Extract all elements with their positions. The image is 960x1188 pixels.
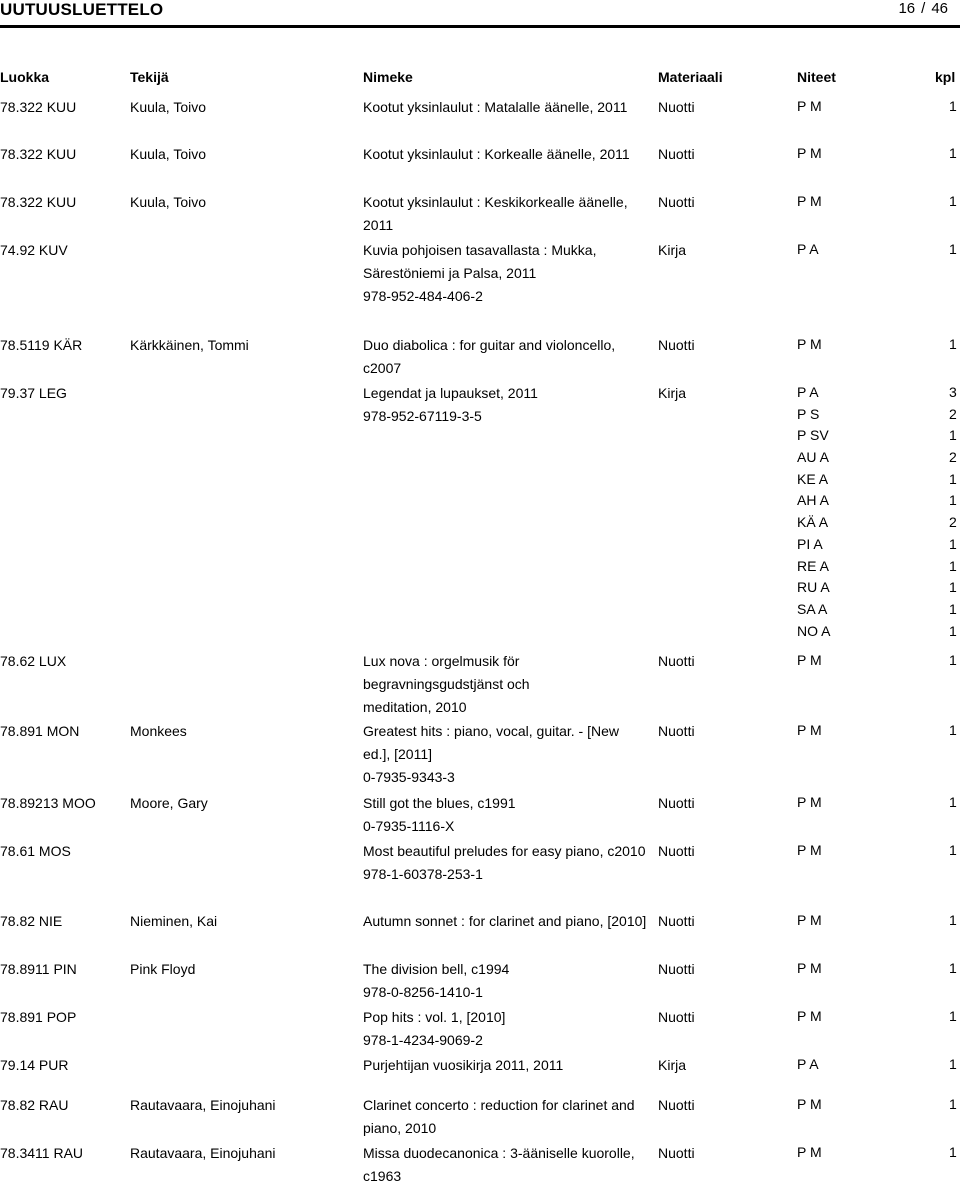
cell-nimeke <box>363 650 588 719</box>
isbn-text: 978-952-484-406-2 <box>363 288 483 304</box>
cell-luokka: 78.891 POP <box>0 1009 77 1025</box>
cell-niteet <box>797 382 907 642</box>
cell-materiaali: Nuotti <box>658 653 695 669</box>
kpl-value: 1 <box>949 960 957 976</box>
kpl-value: 1 <box>949 470 957 487</box>
cell-nimeke <box>363 382 651 428</box>
cell-tekija: Kärkkäinen, Tommi <box>130 337 249 353</box>
cell-materiaali: Nuotti <box>658 913 695 929</box>
column-materiaali: Materiaali <box>658 69 723 85</box>
column-niteet: Niteet <box>797 69 836 85</box>
cell-materiaali: Nuotti <box>658 337 695 353</box>
cell-niteet <box>797 792 907 814</box>
cell-tekija: Monkees <box>130 723 187 739</box>
cell-luokka: 78.891 MON <box>0 723 80 739</box>
cell-luokka: 78.8911 PIN <box>0 961 77 977</box>
cell-niteet <box>797 910 907 932</box>
cell-materiaali: Nuotti <box>658 1097 695 1113</box>
cell-materiaali: Nuotti <box>658 99 695 115</box>
cell-luokka: 78.5119 KÄR <box>0 337 83 353</box>
isbn-text: 978-1-4234-9069-2 <box>363 1032 483 1048</box>
cell-niteet <box>797 1006 907 1028</box>
cell-materiaali: Kirja <box>658 1057 687 1073</box>
kpl-value: 1 <box>949 557 957 574</box>
cell-tekija: Kuula, Toivo <box>130 99 207 115</box>
kpl-value: 1 <box>949 145 957 161</box>
title-text: Purjehtijan vuosikirja 2011, 2011 <box>363 1057 564 1073</box>
niteet-value: P S <box>797 405 820 422</box>
kpl-value: 1 <box>949 241 957 257</box>
cell-niteet <box>797 840 907 862</box>
cell-niteet <box>797 650 907 672</box>
cell-niteet <box>797 191 907 213</box>
cell-nimeke <box>363 191 651 237</box>
kpl-value: 1 <box>949 427 957 444</box>
cell-nimeke <box>363 143 651 166</box>
cell-tekija: Nieminen, Kai <box>130 913 218 929</box>
kpl-value: 1 <box>949 98 957 114</box>
cell-materiaali: Nuotti <box>658 1009 695 1025</box>
cell-kpl <box>949 1054 960 1076</box>
cell-nimeke <box>363 840 651 886</box>
cell-luokka: 78.322 KUU <box>0 99 77 115</box>
kpl-value: 1 <box>949 912 957 928</box>
cell-nimeke <box>363 1094 651 1140</box>
kpl-value: 1 <box>949 1056 957 1072</box>
cell-kpl <box>949 840 960 862</box>
cell-tekija: Moore, Gary <box>130 795 208 811</box>
cell-nimeke <box>363 792 651 838</box>
title-text: Kuvia pohjoisen tasavallasta : Mukka, Särestöniemi ja Palsa, 2011 <box>363 242 597 281</box>
title-text: Kootut yksinlaulut : Keskikorkealle äänelle, 2011 <box>363 194 628 233</box>
cell-nimeke <box>363 96 651 119</box>
cell-materiaali: Kirja <box>658 242 687 258</box>
niteet-value: P M <box>797 1008 822 1024</box>
cell-niteet <box>797 334 907 356</box>
cell-luokka: 78.89213 MOO <box>0 795 96 811</box>
title-text: Duo diabolica : for guitar and violoncello, c2007 <box>363 337 616 376</box>
title-text: Pop hits : vol. 1, [2010] <box>363 1009 506 1025</box>
title-text: The division bell, c1994 <box>363 961 510 977</box>
cell-kpl <box>949 958 960 980</box>
title-text: Kootut yksinlaulut : Matalalle äänelle, 2011 <box>363 99 628 115</box>
niteet-value: P A <box>797 1056 819 1072</box>
cell-kpl <box>949 650 960 672</box>
cell-tekija: Rautavaara, Einojuhani <box>130 1145 276 1161</box>
cell-kpl <box>949 239 960 261</box>
kpl-value: 1 <box>949 336 957 352</box>
niteet-value: P M <box>797 1096 822 1112</box>
kpl-value: 1 <box>949 794 957 810</box>
title-text: Greatest hits : piano, vocal, guitar. - [New ed.], [2011] <box>363 723 620 762</box>
cell-nimeke <box>363 239 633 308</box>
niteet-value: P A <box>797 241 819 257</box>
cell-luokka: 78.82 NIE <box>0 913 63 929</box>
cell-luokka: 79.14 PUR <box>0 1057 69 1073</box>
cell-materiaali: Nuotti <box>658 795 695 811</box>
title-text: Kootut yksinlaulut : Korkealle äänelle, 2011 <box>363 146 630 162</box>
kpl-value: 1 <box>949 622 957 639</box>
niteet-value: AH A <box>797 492 829 509</box>
cell-luokka: 79.37 LEG <box>0 385 67 401</box>
page-separator: / <box>921 0 926 17</box>
kpl-value: 2 <box>949 405 957 422</box>
cell-luokka: 74.92 KUV <box>0 242 68 258</box>
niteet-value: P M <box>797 912 822 928</box>
title-text: Lux nova : orgelmusik för begravningsgudstjänst och meditation, 2010 <box>363 653 530 715</box>
title-text: Legendat ja lupaukset, 2011 <box>363 385 538 401</box>
niteet-value: P M <box>797 193 822 209</box>
niteet-value: P SV <box>797 427 829 444</box>
cell-luokka: 78.82 RAU <box>0 1097 69 1113</box>
cell-kpl <box>949 910 960 932</box>
title-text: Still got the blues, c1991 <box>363 795 516 811</box>
cell-kpl <box>949 96 960 118</box>
total-pages: 46 <box>931 0 948 17</box>
cell-niteet <box>797 96 907 118</box>
kpl-value: 1 <box>949 652 957 668</box>
title-text: Clarinet concerto : reduction for clarinet and piano, 2010 <box>363 1097 635 1136</box>
cell-nimeke <box>363 334 651 380</box>
kpl-value: 1 <box>949 492 957 509</box>
cell-niteet <box>797 1054 907 1076</box>
column-luokka: Luokka <box>0 69 50 85</box>
cell-materiaali: Nuotti <box>658 146 695 162</box>
kpl-value: 2 <box>949 449 957 466</box>
cell-niteet <box>797 1142 907 1164</box>
cell-tekija: Kuula, Toivo <box>130 146 207 162</box>
kpl-value: 2 <box>949 514 957 531</box>
isbn-text: 0-7935-1116-X <box>363 818 455 834</box>
niteet-value: KÄ A <box>797 514 829 531</box>
niteet-value: AU A <box>797 449 829 466</box>
cell-materiaali: Nuotti <box>658 194 695 210</box>
cell-tekija: Rautavaara, Einojuhani <box>130 1097 276 1113</box>
cell-luokka: 78.322 KUU <box>0 146 77 162</box>
cell-niteet <box>797 720 907 742</box>
niteet-value: PI A <box>797 535 823 552</box>
niteet-value: P M <box>797 336 822 352</box>
title-text: Autumn sonnet : for clarinet and piano, [2010] <box>363 913 647 929</box>
column-nimeke: Nimeke <box>363 69 413 85</box>
isbn-text: 978-1-60378-253-1 <box>363 866 483 882</box>
cell-kpl <box>949 191 960 213</box>
cell-materiaali: Kirja <box>658 385 687 401</box>
cell-luokka: 78.61 MOS <box>0 843 71 859</box>
kpl-value: 1 <box>949 1144 957 1160</box>
isbn-text: 978-952-67119-3-5 <box>363 408 482 424</box>
cell-kpl <box>949 1142 960 1164</box>
cell-nimeke <box>363 720 633 789</box>
isbn-text: 978-0-8256-1410-1 <box>363 984 483 1000</box>
kpl-value: 1 <box>949 722 957 738</box>
cell-luokka: 78.322 KUU <box>0 194 77 210</box>
niteet-value: P A <box>797 384 819 400</box>
title-text: Most beautiful preludes for easy piano, c2010 <box>363 843 646 859</box>
niteet-value: P M <box>797 842 822 858</box>
niteet-value: P M <box>797 722 822 738</box>
cell-niteet <box>797 143 907 165</box>
title-text: Missa duodecanonica : 3-ääniselle kuorolle, c1963 <box>363 1145 635 1184</box>
cell-kpl <box>949 792 960 814</box>
cell-kpl <box>949 143 960 165</box>
niteet-value: NO A <box>797 622 831 639</box>
kpl-value: 1 <box>949 842 957 858</box>
cell-tekija: Kuula, Toivo <box>130 194 207 210</box>
cell-nimeke <box>363 1142 651 1188</box>
cell-materiaali: Nuotti <box>658 843 695 859</box>
niteet-value: KE A <box>797 470 829 487</box>
cell-niteet <box>797 239 907 261</box>
column-tekija: Tekijä <box>130 69 169 85</box>
cell-nimeke <box>363 910 651 933</box>
kpl-value: 3 <box>949 384 957 400</box>
cell-materiaali: Nuotti <box>658 1145 695 1161</box>
niteet-value: P M <box>797 145 822 161</box>
kpl-value: 1 <box>949 535 957 552</box>
cell-niteet <box>797 1094 907 1116</box>
niteet-value: P M <box>797 652 822 668</box>
kpl-value: 1 <box>949 579 957 596</box>
cell-luokka: 78.62 LUX <box>0 653 67 669</box>
current-page: 16 <box>898 0 916 17</box>
cell-materiaali: Nuotti <box>658 723 695 739</box>
niteet-value: P M <box>797 960 822 976</box>
cell-niteet <box>797 958 907 980</box>
kpl-value: 1 <box>949 1008 957 1024</box>
niteet-value: RE A <box>797 557 829 574</box>
niteet-value: P M <box>797 98 822 114</box>
column-kpl: kpl <box>935 69 956 85</box>
cell-nimeke <box>363 958 651 1004</box>
cell-luokka: 78.3411 RAU <box>0 1145 84 1161</box>
cell-nimeke <box>363 1006 651 1052</box>
kpl-value: 1 <box>949 1096 957 1112</box>
niteet-value: P M <box>797 1144 822 1160</box>
cell-tekija: Pink Floyd <box>130 961 196 977</box>
niteet-value: P M <box>797 794 822 810</box>
isbn-text: 0-7935-9343-3 <box>363 769 455 785</box>
report-title: UUTUUSLUETTELO <box>0 0 164 19</box>
cell-nimeke <box>363 1054 651 1077</box>
niteet-value: RU A <box>797 579 830 596</box>
kpl-value: 1 <box>949 193 957 209</box>
cell-kpl <box>949 1094 960 1116</box>
cell-materiaali: Nuotti <box>658 961 695 977</box>
cell-kpl <box>949 1006 960 1028</box>
cell-kpl <box>949 720 960 742</box>
niteet-value: SA A <box>797 600 828 617</box>
kpl-value: 1 <box>949 600 957 617</box>
cell-kpl <box>949 382 960 642</box>
cell-kpl <box>949 334 960 356</box>
